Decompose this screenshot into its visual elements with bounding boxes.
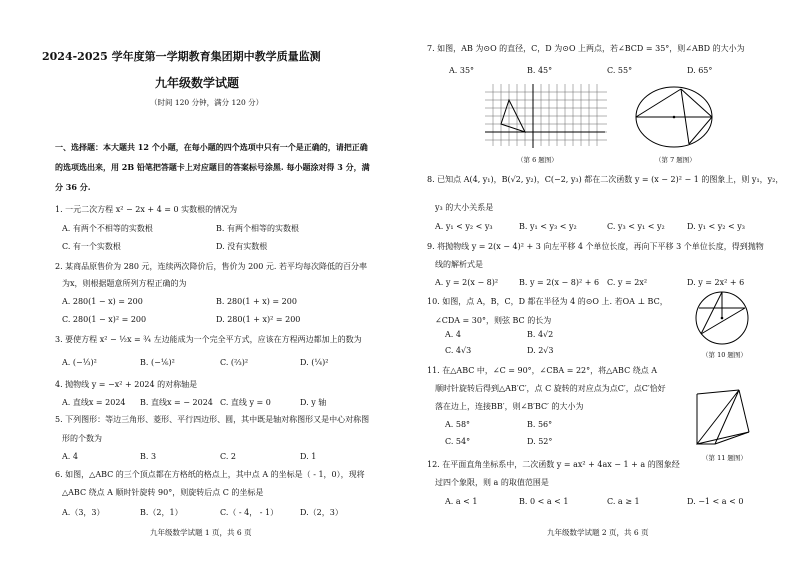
q10-option-d: D. 2√3 [527,346,554,355]
q9-option-a: A. y = 2(x − 8)² [435,278,499,287]
q2-stem: 2. 某商品原售价为 280 元，连续两次降价后，售价为 200 元. 若平均每次降低的百分率 [55,262,367,271]
time-note: （时间 120 分钟，满分 120 分） [150,98,264,107]
footer-right: 九年级数学试题 2 页，共 6 页 [547,528,649,537]
q6-stem-2: △ABC 绕点 A 顺时针旋转 90°，则旋转后点 C 的坐标是 [62,488,264,497]
footer-left: 九年级数学试题 1 页，共 6 页 [150,528,252,537]
q7-option-b: B. 45° [527,66,553,75]
figure-11-triangle [689,386,755,446]
figure-10-circle [689,288,755,348]
q1-option-b: B. 有两个相等的实数根 [216,224,299,233]
figure-11-caption: （第 11 题图） [702,454,747,462]
q12-option-b: B. 0 < a < 1 [519,497,569,506]
q6-option-b: B.（2，1） [140,508,183,517]
q8-option-c: C. y₃ < y₁ < y₂ [607,222,665,231]
q1-option-c: C. 有一个实数根 [62,242,121,251]
q1-option-a: A. 有两个不相等的实数根 [62,224,153,233]
q10-stem: 10. 如图，点 A，B，C，D 都在半径为 4 的⊙O 上. 若OA ⊥ BC， [427,297,668,306]
q11-option-b: B. 56° [527,420,553,429]
q10-stem-2: ∠CDA = 30°，则弦 BC 的长为 [435,316,552,325]
exam-subtitle: 九年级数学试题 [155,76,240,90]
q9-option-c: C. y = 2x² [607,278,648,287]
q2-option-d: D. 280(1 + x)² = 200 [216,315,301,324]
q6-stem: 6. 如图，△ABC 的三个顶点都在方格纸的格点上，其中点 A 的坐标是（ - 1，0），现将 [55,470,365,479]
q12-stem-2: 过四个象限，则 a 的取值范围是 [435,478,549,487]
q1-option-d: D. 没有实数根 [216,242,268,251]
q3-option-b: B. (−⅙)² [140,358,175,367]
q4-option-a: A. 直线x = 2024 [62,398,126,407]
q10-option-a: A. 4 [445,330,461,339]
q12-option-d: D. −1 < a < 0 [687,497,744,506]
q7-option-d: D. 65° [687,66,713,75]
q2-option-b: B. 280(1 + x) = 200 [216,297,297,306]
q5-option-d: D. 1 [300,452,317,461]
q4-stem: 4. 抛物线 y = −x² + 2024 的对称轴是 [55,380,198,389]
q2-option-a: A. 280(1 − x) = 200 [62,297,143,306]
q9-stem-2: 线的解析式是 [435,260,483,269]
q5-stem-2: 形的个数为 [62,434,102,443]
q8-stem: 8. 已知点 A(4, y₁)，B(√2, y₂)，C(−2, y₃) 都在二次函数 y = (x − 2)² − 1 的图象上，则 y₁，y₂， [427,175,784,184]
q8-option-b: B. y₁ < y₃ < y₂ [519,222,577,231]
q3-option-a: A. (−⅓)² [62,358,97,367]
q6-option-d: D.（2，3） [300,508,343,517]
q3-option-d: D. (¼)² [300,358,329,367]
q9-stem: 9. 将抛物线 y = 2(x − 4)² + 3 向左平移 4 个单位长度，再向下平移 3 个单位长度，得到抛物 [427,242,764,251]
q12-stem: 12. 在平面直角坐标系中，二次函数 y = ax² + 4ax − 1 + a 的图象经 [427,460,680,469]
figure-6-grid [485,84,607,154]
q4-option-c: C. 直线 y = 0 [220,398,271,407]
q12-option-c: C. a ≥ 1 [607,497,640,506]
q4-option-d: D. y 轴 [300,398,327,407]
q3-stem: 3. 要使方程 x² − ½x = ¾ 左边能成为一个完全平方式，应该在方程两边都加上的数为 [55,335,362,344]
q7-option-c: C. 55° [607,66,633,75]
q8-option-a: A. y₁ < y₂ < y₃ [435,222,493,231]
q5-option-a: A. 4 [62,452,78,461]
q5-option-c: C. 2 [220,452,237,461]
q8-option-d: D. y₁ < y₂ < y₃ [687,222,745,231]
q3-option-c: C. (⅔)² [220,358,249,367]
q11-option-c: C. 54° [445,437,471,446]
q11-line-2: 顺时针旋转后得到△AB′C′，点 C 旋转的对应点为点C′，点C′恰好 [435,384,666,393]
q9-option-d: D. y = 2x² + 6 [687,278,745,287]
q11-option-d: D. 52° [527,437,553,446]
right-page [397,0,794,561]
q11-line-3: 落在边上，连接BB′，则∠B′BC′ 的大小为 [435,402,584,411]
q12-option-a: A. a < 1 [445,497,478,506]
q7-option-a: A. 35° [449,66,475,75]
section-instruction-2: 的选项选出来，用 2B 铅笔把答题卡上对应题目的答案标号涂黑. 每小题涂对得 3 分，满 [55,162,370,172]
q5-stem: 5. 下列图形：等边三角形、菱形、平行四边形、圆，其中既是轴对称图形又是中心对称图 [55,415,370,424]
figure-6-caption: （第 6 题图） [517,156,558,164]
exam-title: 2024-2025 学年度第一学期教育集团期中教学质量监测 [42,50,321,63]
q9-option-b: B. y = 2(x − 8)² + 6 [519,278,600,287]
q2-option-c: C. 280(1 − x)² = 200 [62,315,147,324]
q10-option-c: C. 4√3 [445,346,472,355]
q1-stem: 1. 一元二次方程 x² − 2x + 4 = 0 实数根的情况为 [55,205,238,214]
q6-option-c: C.（ - 4， - 1） [220,508,279,517]
q2-stem-2: 为x，则根据题意所列方程正确的为 [62,279,187,288]
q8-stem-2: y₃ 的大小关系是 [435,203,494,212]
figure-7-caption: （第 7 题图） [655,156,696,164]
q10-option-b: B. 4√2 [527,330,554,339]
section-instruction-1: 一、选择题：本大题共 12 个小题，在每小题的四个选项中只有一个是正确的，请把正确 [55,142,368,152]
q11-line-1: 11. 在△ABC 中，∠C = 90°，∠CBA = 22°，将△ABC 绕点 A [427,366,658,375]
figure-10-caption: （第 10 题图） [702,351,747,359]
q5-option-b: B. 3 [140,452,157,461]
q4-option-b: B. 直线x = − 2024 [140,398,213,407]
q7-stem: 7. 如图，AB 为⊙O 的直径，C，D 为⊙O 上两点，若∠BCD = 35°，则∠ABD 的大小为 [427,44,745,53]
q11-option-a: A. 58° [445,420,471,429]
figure-7-circle [629,82,719,152]
q6-option-a: A.（3，3） [62,508,105,517]
section-instruction-3: 分 36 分. [55,182,91,192]
